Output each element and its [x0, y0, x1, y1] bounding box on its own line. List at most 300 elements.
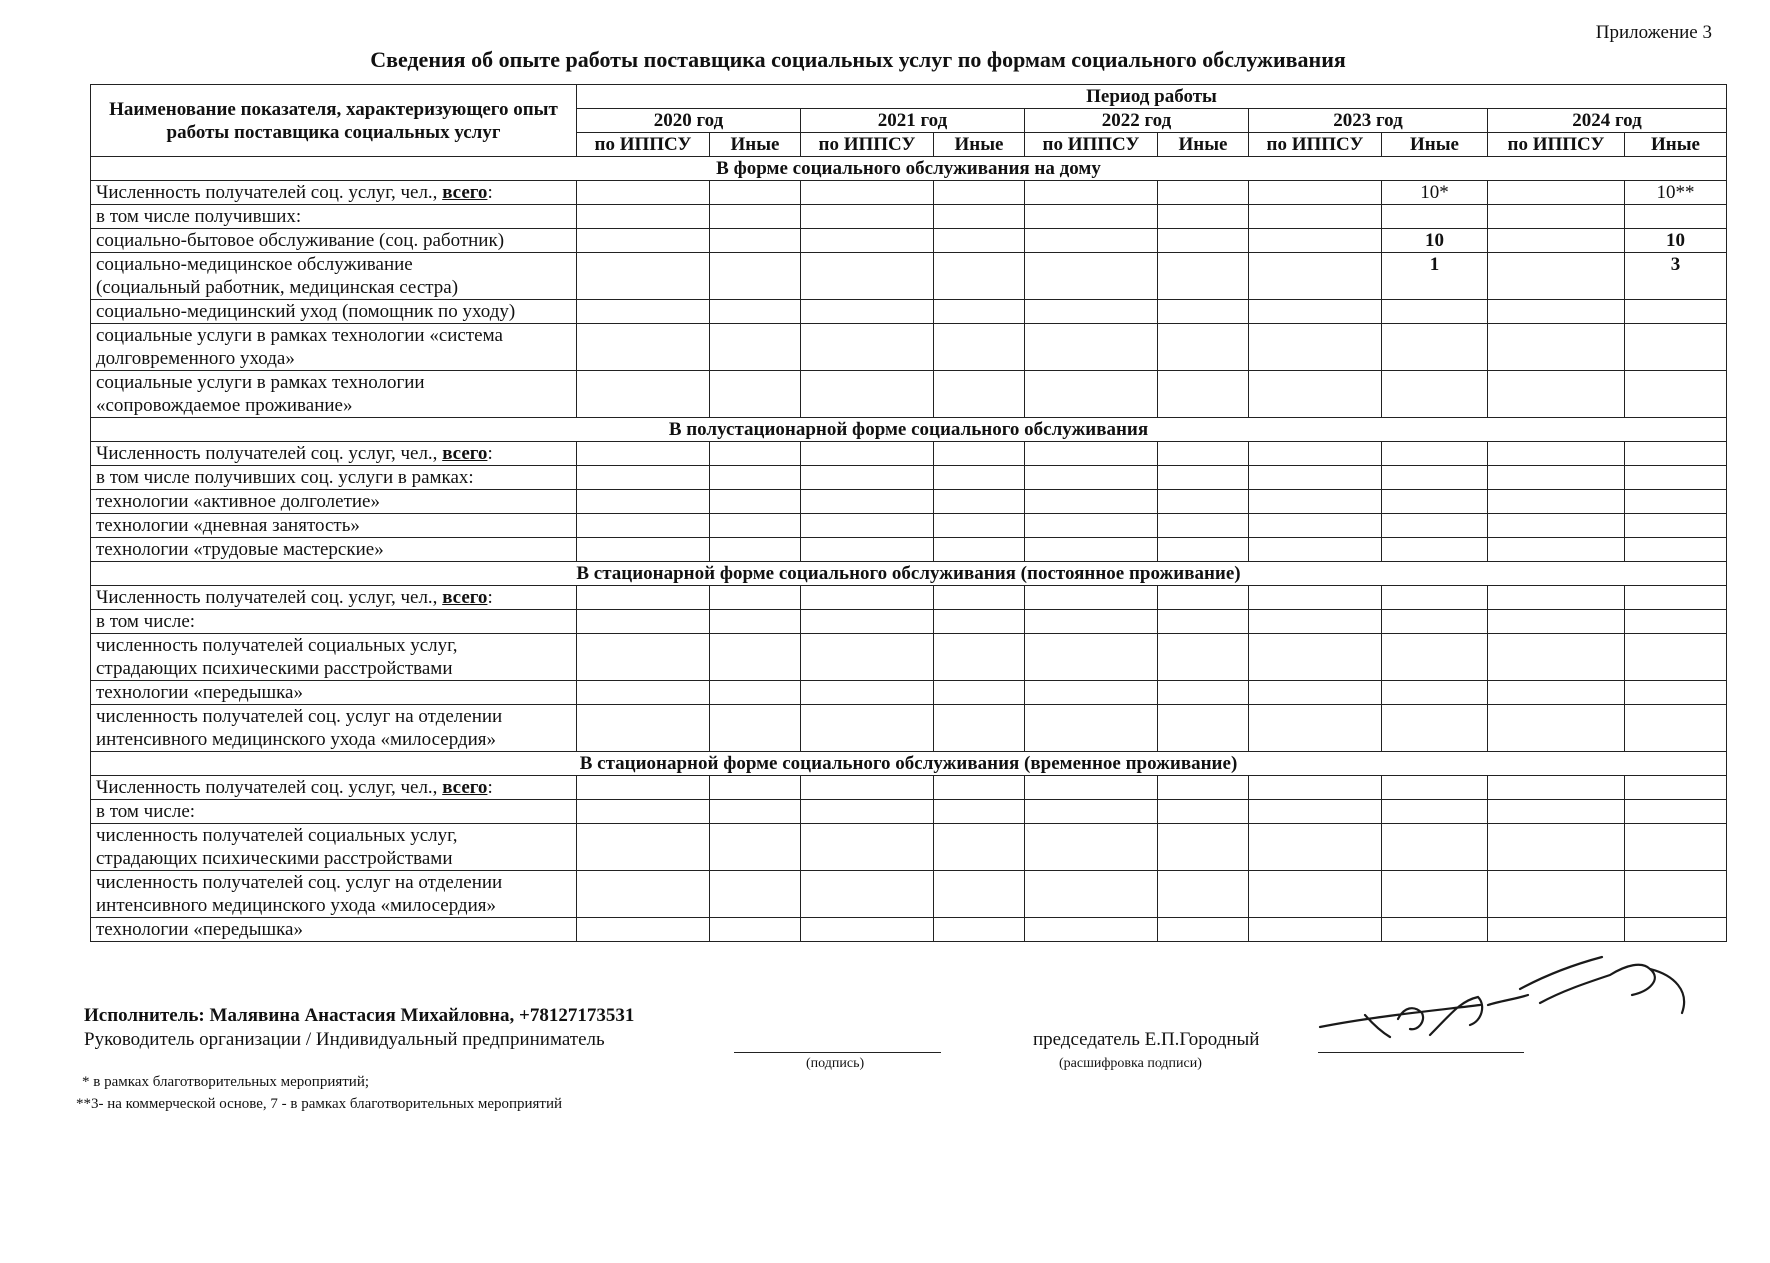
value-cell: 1 — [1382, 253, 1488, 300]
year-header: 2024 год — [1488, 109, 1727, 133]
value-cell — [934, 538, 1025, 562]
table-row — [91, 300, 1727, 324]
row-label-text: Численность получателей соц. услуг, чел., — [96, 182, 438, 203]
value-cell — [801, 300, 934, 324]
value-cell — [1382, 300, 1488, 324]
value-cell — [1382, 705, 1488, 752]
value-cell — [1249, 871, 1382, 918]
value-cell — [801, 466, 934, 490]
table-row — [91, 538, 1727, 562]
value-cell — [1625, 681, 1727, 705]
value-cell — [710, 253, 801, 300]
value-cell — [934, 514, 1025, 538]
table-row — [91, 776, 1727, 800]
value-cell — [1025, 538, 1158, 562]
value-cell — [1158, 610, 1249, 634]
footnote-2: **3- на коммерческой основе, 7 - в рамках благотворительных мероприятий — [76, 1096, 563, 1112]
value-cell — [1488, 229, 1625, 253]
value-cell — [801, 514, 934, 538]
row-label — [91, 705, 577, 752]
value-cell — [1382, 324, 1488, 371]
value-cell — [1158, 871, 1249, 918]
value-cell — [577, 776, 710, 800]
subcol-ippsu: по ИППСУ — [577, 133, 710, 157]
value-cell — [1382, 538, 1488, 562]
value-cell — [1488, 205, 1625, 229]
value-cell — [710, 871, 801, 918]
value-cell — [577, 253, 710, 300]
subcol-other: Иные — [1158, 133, 1249, 157]
table-row — [91, 253, 1727, 300]
row-label-text: социально-бытовое обслуживание (соц. работник) — [96, 230, 505, 251]
value-cell — [934, 871, 1025, 918]
row-label — [91, 371, 577, 418]
value-cell — [577, 371, 710, 418]
row-label — [91, 800, 577, 824]
value-cell — [1625, 824, 1727, 871]
value-cell — [801, 181, 934, 205]
value-cell — [1025, 371, 1158, 418]
value-cell — [801, 871, 934, 918]
value-cell — [1158, 705, 1249, 752]
row-label-text: численность получателей социальных услуг, страдающих психическими расстройствами — [96, 635, 458, 679]
value-cell — [1488, 514, 1625, 538]
year-header: 2023 год — [1249, 109, 1488, 133]
value-cell — [1488, 371, 1625, 418]
value-cell — [1025, 300, 1158, 324]
value-cell — [577, 871, 710, 918]
subcol-other: Иные — [1382, 133, 1488, 157]
value-cell — [1249, 634, 1382, 681]
value-cell — [710, 538, 801, 562]
row-label-text: в том числе получивших соц. услуги в рамках: — [96, 467, 474, 488]
value-cell — [801, 634, 934, 681]
section-row — [91, 562, 1727, 586]
value-cell — [577, 514, 710, 538]
value-cell — [801, 824, 934, 871]
value-cell — [1025, 181, 1158, 205]
value-cell — [1158, 514, 1249, 538]
value-cell — [1382, 776, 1488, 800]
row-label-text: технологии «передышка» — [96, 682, 303, 703]
value-cell — [934, 705, 1025, 752]
value-cell — [801, 918, 934, 942]
table-row — [91, 800, 1727, 824]
value-cell — [1158, 681, 1249, 705]
row-label-text: численность получателей социальных услуг, страдающих психическими расстройствами — [96, 825, 458, 869]
table-row — [91, 681, 1727, 705]
value-cell — [1025, 466, 1158, 490]
table-row — [91, 918, 1727, 942]
row-label — [91, 514, 577, 538]
row-label-text: технологии «активное долголетие» — [96, 491, 380, 512]
value-cell — [934, 634, 1025, 681]
value-cell — [934, 918, 1025, 942]
value-cell — [710, 681, 801, 705]
table-row — [91, 466, 1727, 490]
row-label-text: в том числе получивших: — [96, 206, 302, 227]
table-row — [91, 634, 1727, 681]
value-cell — [1249, 681, 1382, 705]
value-cell — [934, 776, 1025, 800]
table-row — [91, 490, 1727, 514]
value-cell — [1025, 871, 1158, 918]
value-cell — [801, 610, 934, 634]
table-row — [91, 181, 1727, 205]
value-cell — [1025, 681, 1158, 705]
table-row — [91, 205, 1727, 229]
value-cell — [801, 490, 934, 514]
row-label-text: в том числе: — [96, 611, 196, 632]
value-cell — [934, 800, 1025, 824]
signature-line — [734, 1052, 941, 1053]
value-cell — [1025, 610, 1158, 634]
value-cell — [1158, 824, 1249, 871]
value-cell — [1158, 181, 1249, 205]
value-cell — [1382, 800, 1488, 824]
row-label — [91, 466, 577, 490]
total-word: всего — [442, 777, 488, 798]
value-cell — [934, 229, 1025, 253]
value-cell — [710, 442, 801, 466]
value-cell — [1249, 705, 1382, 752]
value-cell — [1382, 514, 1488, 538]
value-cell — [710, 800, 801, 824]
year-header: 2021 год — [801, 109, 1025, 133]
row-label-text: численность получателей соц. услуг на отделении интенсивного медицинского ухода «милосердия» — [96, 706, 503, 750]
value-cell — [577, 800, 710, 824]
value-cell — [1249, 442, 1382, 466]
row-label — [91, 300, 577, 324]
row-label: Численность получателей соц. услуг, чел., всего: — [91, 586, 577, 610]
table-row — [91, 610, 1727, 634]
value-cell — [710, 324, 801, 371]
table-row — [91, 824, 1727, 871]
row-label-text: Численность получателей соц. услуг, чел., — [96, 587, 438, 608]
value-cell — [1488, 705, 1625, 752]
value-cell — [934, 442, 1025, 466]
value-cell — [1488, 181, 1625, 205]
experience-table — [90, 84, 1727, 942]
row-label: Численность получателей соц. услуг, чел., всего: — [91, 442, 577, 466]
value-cell — [710, 229, 801, 253]
value-cell — [801, 586, 934, 610]
value-cell — [710, 181, 801, 205]
value-cell — [1382, 205, 1488, 229]
chairman-name: председатель Е.П.Городный — [1033, 1029, 1260, 1050]
value-cell — [1249, 824, 1382, 871]
value-cell — [1158, 800, 1249, 824]
value-cell — [577, 586, 710, 610]
value-cell — [1158, 776, 1249, 800]
row-label-text: социальные услуги в рамках технологии «сопровождаемое проживание» — [96, 372, 425, 416]
value-cell — [577, 918, 710, 942]
value-cell — [801, 681, 934, 705]
section-row — [91, 418, 1727, 442]
value-cell — [801, 538, 934, 562]
value-cell — [1158, 229, 1249, 253]
value-cell — [1249, 918, 1382, 942]
value-cell — [934, 466, 1025, 490]
value-cell — [710, 490, 801, 514]
value-cell — [1025, 705, 1158, 752]
value-cell — [1158, 538, 1249, 562]
value-cell — [1625, 300, 1727, 324]
value-cell — [1025, 324, 1158, 371]
value-cell — [934, 300, 1025, 324]
value-cell — [1382, 586, 1488, 610]
value-cell — [1025, 205, 1158, 229]
value-cell — [1025, 634, 1158, 681]
value-cell — [1249, 181, 1382, 205]
value-cell — [1249, 205, 1382, 229]
value-cell — [1025, 442, 1158, 466]
section-row — [91, 157, 1727, 181]
row-label-text: технологии «дневная занятость» — [96, 515, 360, 536]
value-cell — [1158, 253, 1249, 300]
subcol-other: Иные — [934, 133, 1025, 157]
subcol-ippsu: по ИППСУ — [801, 133, 934, 157]
value-cell — [1382, 466, 1488, 490]
value-cell — [1249, 776, 1382, 800]
value-cell — [1488, 300, 1625, 324]
value-cell — [934, 490, 1025, 514]
value-cell — [577, 300, 710, 324]
section-title: В полустационарной форме социального обслуживания — [91, 418, 1727, 442]
value-cell — [1249, 800, 1382, 824]
indicator-header: Наименование показателя, характеризующего опыт работы поставщика социальных услуг — [91, 85, 577, 157]
value-cell — [934, 371, 1025, 418]
value-cell — [1158, 466, 1249, 490]
value-cell — [1488, 824, 1625, 871]
row-label — [91, 871, 577, 918]
value-cell — [1382, 681, 1488, 705]
value-cell — [1025, 824, 1158, 871]
value-cell — [1025, 229, 1158, 253]
value-cell — [1625, 586, 1727, 610]
value-cell — [710, 776, 801, 800]
value-cell — [801, 253, 934, 300]
value-cell — [577, 181, 710, 205]
footnote-1: * в рамках благотворительных мероприятий; — [82, 1074, 370, 1090]
value-cell — [1488, 586, 1625, 610]
row-label: Численность получателей соц. услуг, чел., всего: — [91, 181, 577, 205]
value-cell — [1158, 442, 1249, 466]
value-cell — [1249, 300, 1382, 324]
row-label — [91, 229, 577, 253]
table-row — [91, 871, 1727, 918]
value-cell — [1025, 800, 1158, 824]
value-cell — [1382, 442, 1488, 466]
value-cell — [710, 918, 801, 942]
value-cell — [934, 610, 1025, 634]
value-cell — [1488, 634, 1625, 681]
value-cell — [1382, 490, 1488, 514]
value-cell — [710, 300, 801, 324]
value-cell — [710, 586, 801, 610]
value-cell — [1625, 466, 1727, 490]
value-cell — [1625, 705, 1727, 752]
value-cell — [1625, 324, 1727, 371]
document-title: Сведения об опыте работы поставщика социальных услуг по формам социального обслуживания — [370, 47, 1346, 72]
value-cell — [577, 538, 710, 562]
value-cell — [1249, 514, 1382, 538]
value-cell — [934, 181, 1025, 205]
value-cell — [577, 466, 710, 490]
value-cell — [710, 824, 801, 871]
value-cell — [1025, 514, 1158, 538]
handwritten-signature — [1310, 945, 1700, 1055]
value-cell — [801, 776, 934, 800]
decode-caption: (расшифровка подписи) — [1059, 1056, 1202, 1071]
table-row — [91, 229, 1727, 253]
table-row — [91, 514, 1727, 538]
row-label — [91, 681, 577, 705]
value-cell — [1625, 490, 1727, 514]
subcol-ippsu: по ИППСУ — [1025, 133, 1158, 157]
table-row — [91, 371, 1727, 418]
row-label — [91, 918, 577, 942]
value-cell — [1488, 538, 1625, 562]
value-cell — [1158, 205, 1249, 229]
value-cell — [801, 324, 934, 371]
value-cell — [1025, 586, 1158, 610]
value-cell — [1382, 371, 1488, 418]
value-cell — [1382, 634, 1488, 681]
value-cell — [934, 681, 1025, 705]
value-cell — [801, 705, 934, 752]
value-cell: 10** — [1625, 181, 1727, 205]
value-cell — [1625, 610, 1727, 634]
value-cell — [1488, 253, 1625, 300]
value-cell — [1488, 776, 1625, 800]
table-row — [91, 324, 1727, 371]
value-cell — [1382, 610, 1488, 634]
value-cell — [801, 800, 934, 824]
row-label — [91, 324, 577, 371]
value-cell — [1249, 229, 1382, 253]
value-cell — [1249, 253, 1382, 300]
value-cell — [577, 442, 710, 466]
value-cell — [577, 681, 710, 705]
subcol-other: Иные — [710, 133, 801, 157]
value-cell — [1158, 490, 1249, 514]
value-cell — [577, 324, 710, 371]
value-cell — [934, 205, 1025, 229]
period-header: Период работы — [577, 85, 1727, 109]
section-title: В стационарной форме социального обслуживания (постоянное проживание) — [91, 562, 1727, 586]
value-cell — [1488, 324, 1625, 371]
value-cell: 10 — [1382, 229, 1488, 253]
value-cell — [934, 824, 1025, 871]
row-label-text: в том числе: — [96, 801, 196, 822]
value-cell — [1158, 300, 1249, 324]
value-cell — [1249, 371, 1382, 418]
executor-line: Исполнитель: Малявина Анастасия Михайловна, +78127173531 — [84, 1005, 635, 1026]
value-cell — [1488, 466, 1625, 490]
section-row — [91, 752, 1727, 776]
value-cell — [1249, 466, 1382, 490]
year-header: 2020 год — [577, 109, 801, 133]
value-cell — [710, 205, 801, 229]
value-cell — [934, 253, 1025, 300]
row-label-text: социально-медицинское обслуживание (социальный работник, медицинская сестра) — [96, 254, 459, 298]
row-label-text: технологии «трудовые мастерские» — [96, 539, 384, 560]
value-cell — [1249, 586, 1382, 610]
value-cell — [1488, 681, 1625, 705]
section-title: В стационарной форме социального обслуживания (временное проживание) — [91, 752, 1727, 776]
total-word: всего — [442, 182, 488, 203]
subcol-ippsu: по ИППСУ — [1488, 133, 1625, 157]
value-cell — [1488, 871, 1625, 918]
value-cell — [1249, 324, 1382, 371]
value-cell — [710, 514, 801, 538]
value-cell — [710, 610, 801, 634]
row-label — [91, 824, 577, 871]
value-cell — [1249, 610, 1382, 634]
value-cell — [577, 205, 710, 229]
value-cell — [1625, 371, 1727, 418]
signature-caption: (подпись) — [806, 1056, 865, 1071]
value-cell — [710, 634, 801, 681]
value-cell — [1625, 871, 1727, 918]
total-word: всего — [442, 443, 488, 464]
value-cell — [1625, 514, 1727, 538]
value-cell — [1158, 371, 1249, 418]
manager-label: Руководитель организации / Индивидуальный предприниматель — [84, 1029, 605, 1050]
subcol-ippsu: по ИППСУ — [1249, 133, 1382, 157]
value-cell — [1625, 442, 1727, 466]
table-row — [91, 586, 1727, 610]
value-cell — [1488, 800, 1625, 824]
value-cell — [1625, 918, 1727, 942]
value-cell — [801, 229, 934, 253]
value-cell — [1488, 918, 1625, 942]
table-row — [91, 442, 1727, 466]
value-cell — [1025, 253, 1158, 300]
value-cell — [801, 442, 934, 466]
value-cell — [577, 490, 710, 514]
row-label-text: Численность получателей соц. услуг, чел., — [96, 443, 438, 464]
row-label: Численность получателей соц. услуг, чел., всего: — [91, 776, 577, 800]
row-label — [91, 634, 577, 681]
row-label — [91, 253, 577, 300]
row-label-text: численность получателей соц. услуг на отделении интенсивного медицинского ухода «милосердия» — [96, 872, 503, 916]
value-cell — [1382, 918, 1488, 942]
value-cell — [1158, 324, 1249, 371]
value-cell — [577, 705, 710, 752]
value-cell — [1249, 490, 1382, 514]
section-title: В форме социального обслуживания на дому — [91, 157, 1727, 181]
value-cell — [1488, 610, 1625, 634]
value-cell — [1625, 800, 1727, 824]
value-cell — [934, 324, 1025, 371]
value-cell — [1625, 538, 1727, 562]
value-cell — [1488, 490, 1625, 514]
value-cell — [1382, 824, 1488, 871]
table-body — [91, 157, 1727, 942]
appendix-label: Приложение 3 — [1595, 22, 1712, 43]
row-label-text: технологии «передышка» — [96, 919, 303, 940]
value-cell — [710, 466, 801, 490]
row-label — [91, 538, 577, 562]
value-cell — [577, 824, 710, 871]
row-label-text: социально-медицинский уход (помощник по уходу) — [96, 301, 516, 322]
value-cell — [1025, 918, 1158, 942]
value-cell — [1158, 918, 1249, 942]
value-cell — [1625, 634, 1727, 681]
value-cell — [1025, 776, 1158, 800]
